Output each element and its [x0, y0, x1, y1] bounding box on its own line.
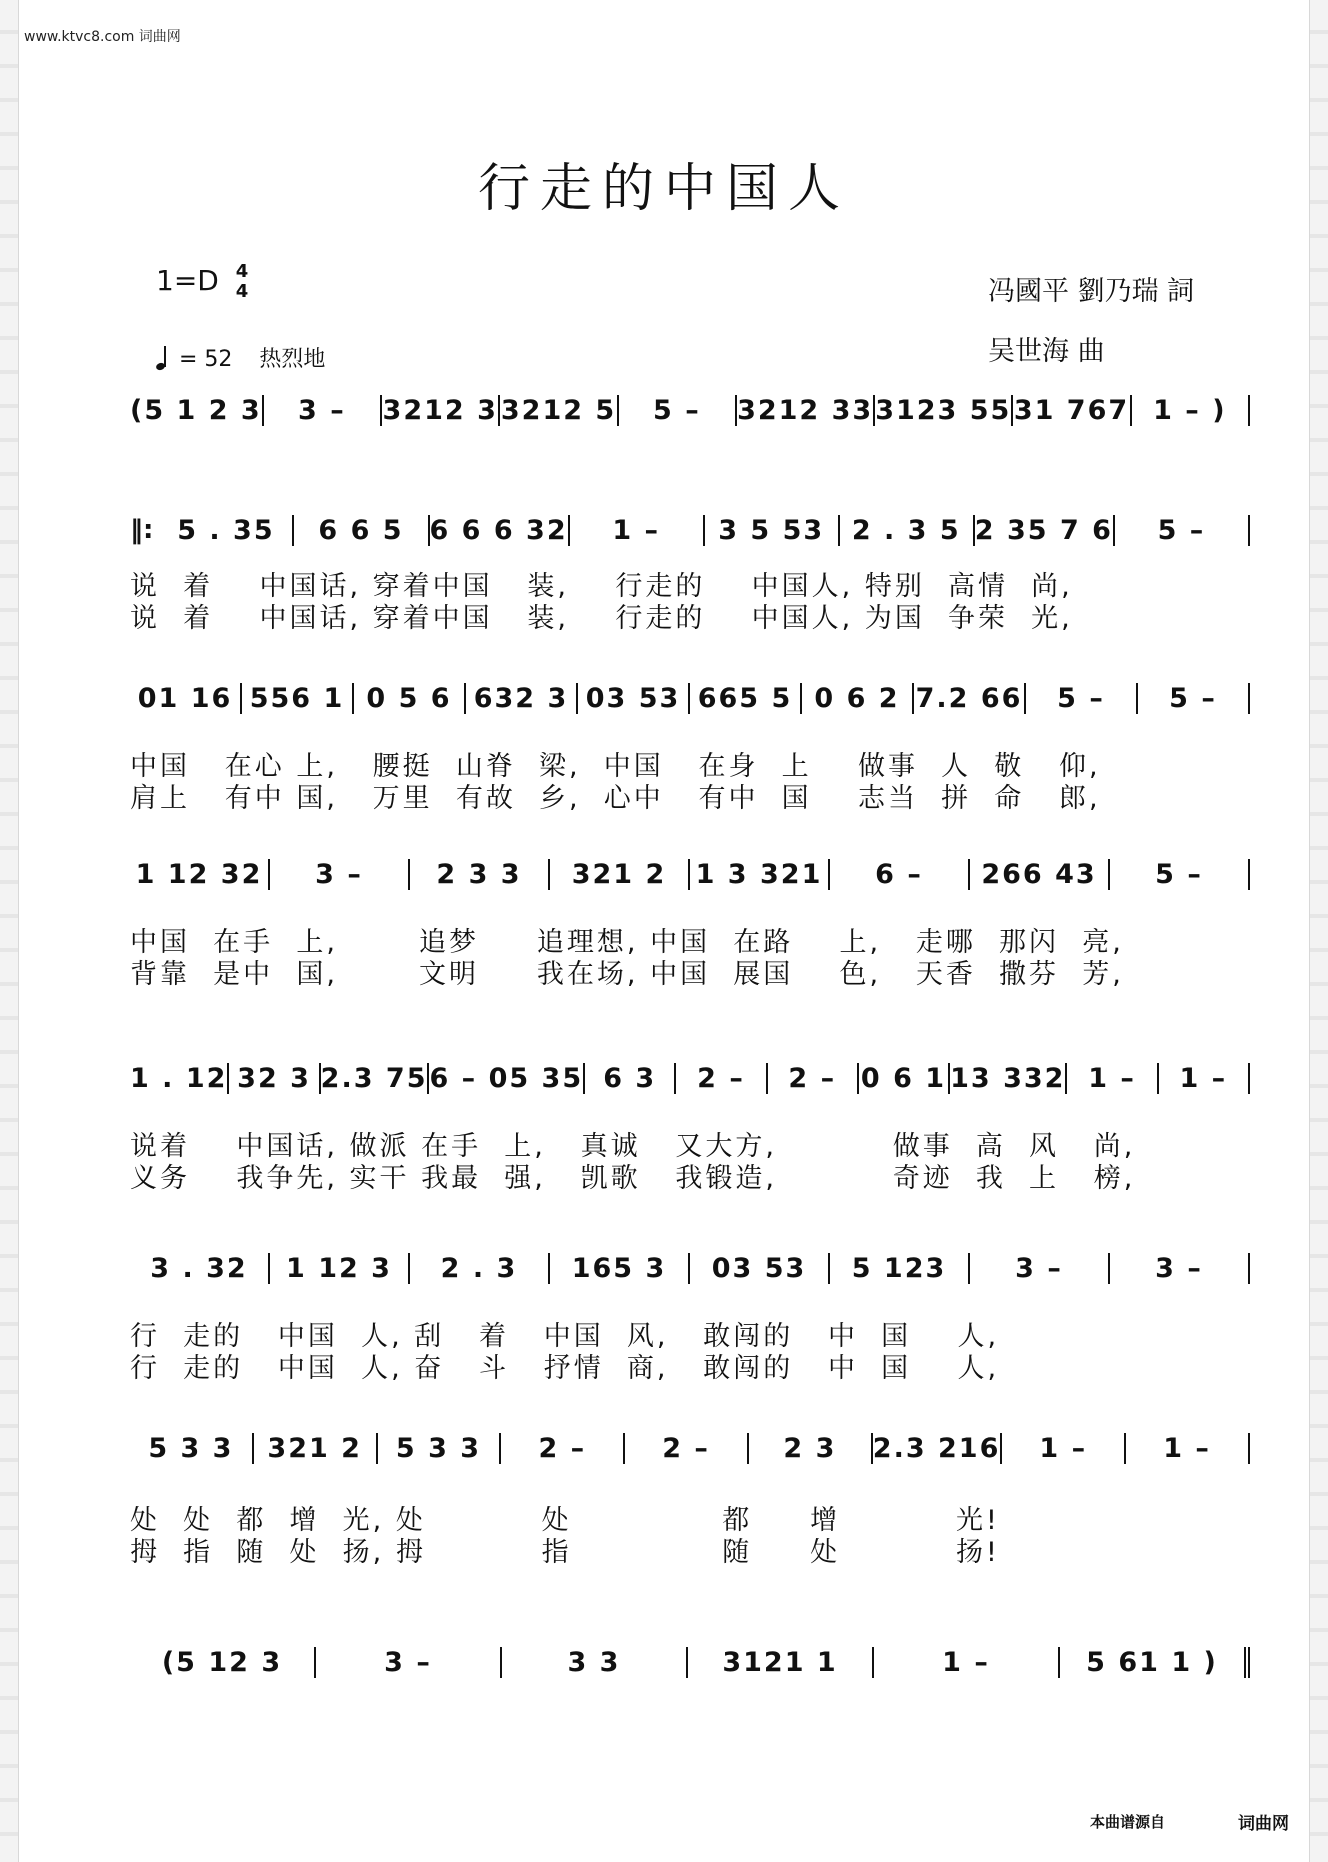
measure: 321 2	[254, 1433, 378, 1464]
measure: 32 3	[229, 1063, 320, 1094]
measure: 3 3	[502, 1647, 688, 1678]
measure: 01 16	[130, 683, 242, 714]
notation-row	[130, 1418, 1250, 1478]
measure: 1 – )	[1132, 395, 1250, 426]
measure: 5 –	[619, 395, 737, 426]
time-signature-top: 4	[235, 261, 249, 282]
measure: 6 – 05 35	[429, 1062, 584, 1094]
notation-row	[130, 844, 1250, 904]
measure: 321 2	[550, 859, 690, 890]
measure: 2 –	[501, 1433, 625, 1464]
measure: 2.3 75	[320, 1062, 428, 1094]
measure: 3 . 32	[130, 1253, 270, 1284]
measure: 1 –	[1126, 1433, 1250, 1464]
composer-credit: 吴世海 曲	[988, 336, 1105, 367]
measure: 556 1	[242, 683, 354, 714]
notation-row	[130, 1048, 1250, 1108]
measure: 2 –	[676, 1063, 767, 1094]
measure: 5 123	[830, 1253, 970, 1284]
footer-logo: 词曲网	[1238, 1814, 1289, 1834]
lyricist-credit: 冯國平 劉乃瑞 詞	[988, 276, 1195, 307]
measure: 0 5 6	[354, 683, 466, 714]
measure: 2.3 216	[872, 1432, 1001, 1464]
measure: 632 3	[466, 683, 578, 714]
lyric-line: 说 着 中国话, 穿着中国 装, 行走的 中国人, 为国 争荣 光,	[130, 603, 1073, 634]
measure: 3212 5	[500, 395, 618, 426]
lyric-line: 中国 在手 上, 追梦 追理想, 中国 在路 上, 走哪 那闪 亮,	[130, 927, 1124, 958]
notation-row	[130, 1632, 1250, 1692]
tempo-value: = 52	[179, 347, 233, 372]
measure: 1 –	[874, 1647, 1060, 1678]
time-signature-bottom: 4	[235, 281, 249, 302]
notation-row	[130, 668, 1250, 728]
measure: 3 –	[970, 1253, 1110, 1284]
lyric-line: 义务 我争先, 实干 我最 强, 凯歌 我锻造, 奇迹 我 上 榜,	[130, 1163, 1136, 1194]
measure: 5 –	[1115, 515, 1250, 546]
measure: 266 43	[970, 859, 1110, 890]
measure: 3121 1	[688, 1647, 874, 1678]
site-url: www.ktvc8.com 词曲网	[24, 29, 181, 45]
lyric-line: 中国 在心 上, 腰挺 山脊 梁, 中国 在身 上 做事 人 敬 仰,	[130, 751, 1101, 782]
measure: 1 –	[570, 515, 705, 546]
measure: 2 3 3	[410, 859, 550, 890]
measure: 5 –	[1026, 683, 1138, 714]
measure: ‖: 5 . 35	[159, 515, 294, 546]
measure: 1 12 32	[130, 859, 270, 890]
measure: 3 –	[270, 859, 410, 890]
notation-row	[130, 1238, 1250, 1298]
lyric-line: 背靠 是中 国, 文明 我在场, 中国 展国 色, 天香 撒芬 芳,	[130, 959, 1124, 990]
measure: 0 6 1	[859, 1063, 950, 1094]
measure: 3212 3	[382, 395, 500, 426]
measure: 5 3 3	[130, 1433, 254, 1464]
measure: 2 3	[749, 1433, 873, 1464]
measure: 2 35 7 6	[974, 514, 1113, 546]
measure: 31 767	[1013, 395, 1131, 426]
measure: 6 –	[830, 859, 970, 890]
notation-row	[130, 500, 1250, 560]
lyric-line: 处 处 都 增 光, 处 处 都 增 光!	[130, 1505, 1000, 1536]
measure: 3 –	[264, 395, 382, 426]
measure: 0 6 2	[802, 683, 914, 714]
measure: 6 3	[585, 1063, 676, 1094]
measure: 5 3 3	[378, 1433, 502, 1464]
measure: 3123 55	[875, 394, 1012, 426]
measure: 03 53	[690, 1253, 830, 1284]
measure: 665 5	[690, 683, 802, 714]
lyric-line: 行 走的 中国 人, 奋 斗 抒情 商, 敢闯的 中 国 人,	[130, 1353, 1000, 1384]
measure: 2 –	[768, 1063, 859, 1094]
measure: (5 1 2 3	[130, 394, 262, 426]
lyric-line: 说 着 中国话, 穿着中国 装, 行走的 中国人, 特别 高情 尚,	[130, 571, 1073, 602]
measure: (5 12 3	[130, 1647, 316, 1678]
lyric-line: 肩上 有中 国, 万里 有故 乡, 心中 有中 国 志当 拼 命 郎,	[130, 783, 1101, 814]
measure: 2 –	[625, 1433, 749, 1464]
measure: 6 6 6 32	[429, 514, 568, 546]
measure: 165 3	[550, 1253, 690, 1284]
notation-row	[130, 380, 1250, 440]
measure: 1 –	[1067, 1063, 1158, 1094]
measure: 03 53	[578, 683, 690, 714]
measure: 3212 33	[737, 394, 874, 426]
song-title: 行走的中国人	[477, 159, 850, 219]
measure: 7.2 66	[914, 683, 1026, 714]
measure: 5 61 1 )	[1060, 1647, 1250, 1678]
lyric-line: 拇 指 随 处 扬, 拇 指 随 处 扬!	[130, 1537, 1000, 1568]
measure: 1 12 3	[270, 1253, 410, 1284]
measure: 3 –	[316, 1647, 502, 1678]
measure: 5 –	[1110, 859, 1250, 890]
measure: 5 –	[1138, 683, 1250, 714]
lyric-line: 行 走的 中国 人, 刮 着 中国 风, 敢闯的 中 国 人,	[130, 1321, 1000, 1352]
key-label: 1=D	[156, 264, 219, 297]
measure: 6 6 5	[294, 515, 429, 546]
tempo-expression: 热烈地	[259, 347, 326, 372]
measure: 1 –	[1159, 1063, 1250, 1094]
measure: 2 . 3 5	[840, 515, 975, 546]
footer-source-text: 本曲谱源自	[1090, 1813, 1166, 1831]
measure: 1 3 321	[690, 859, 830, 890]
measure: 13 332	[950, 1062, 1066, 1094]
measure: 3 5 53	[705, 515, 840, 546]
measure: 2 . 3	[410, 1253, 550, 1284]
lyric-line: 说着 中国话, 做派 在手 上, 真诚 又大方, 做事 高 风 尚,	[130, 1131, 1136, 1162]
measure: 1 –	[1002, 1433, 1126, 1464]
measure: 3 –	[1110, 1253, 1250, 1284]
measure: 1 . 12	[130, 1062, 228, 1094]
